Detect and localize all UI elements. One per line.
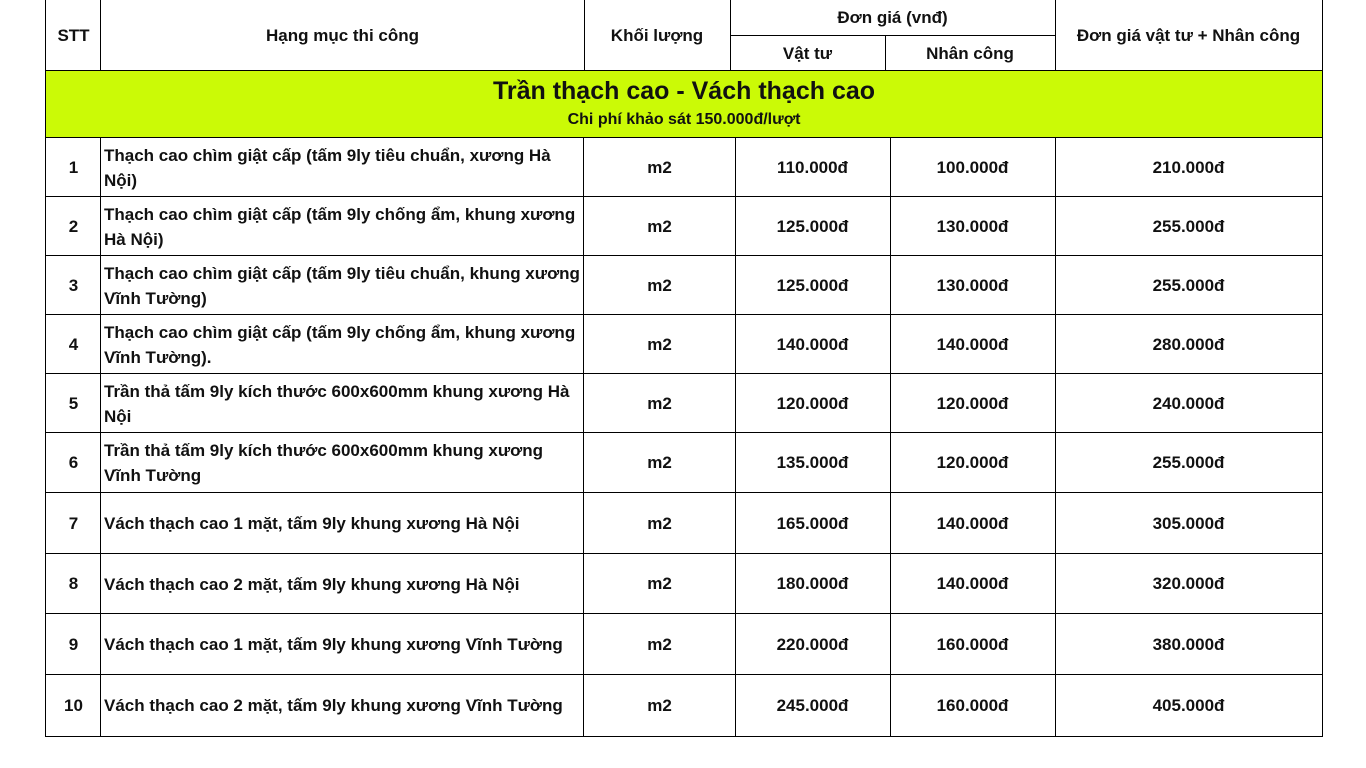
cell-labor: 140.000đ — [936, 513, 1009, 533]
header-stt: STT — [57, 25, 90, 45]
column-divider — [735, 554, 736, 614]
cell-material: 125.000đ — [776, 275, 849, 295]
cell-material: 120.000đ — [776, 393, 849, 413]
column-divider — [1055, 493, 1056, 554]
column-divider — [1055, 197, 1056, 256]
cell-name: Thạch cao chìm giật cấp (tấm 9ly chống ẩm, khung xương Hà Nội) — [104, 204, 576, 249]
cell-material: 140.000đ — [776, 334, 849, 354]
column-divider — [890, 197, 891, 256]
cell-total: 380.000đ — [1152, 634, 1225, 654]
price-table — [45, 0, 1323, 737]
cell-labor: 120.000đ — [936, 393, 1009, 413]
header-labor: Nhân công — [926, 43, 1014, 63]
cell-labor: 140.000đ — [936, 334, 1009, 354]
cell-name: Trần thả tấm 9ly kích thước 600x600mm khung xương Hà Nội — [104, 381, 570, 426]
header-total: Đơn giá vật tư + Nhân công — [1076, 25, 1301, 45]
column-divider — [890, 554, 891, 614]
column-divider — [100, 256, 101, 315]
cell-stt: 3 — [68, 275, 79, 295]
header-quantity: Khối lượng — [610, 25, 704, 45]
cell-material: 180.000đ — [776, 574, 849, 593]
column-divider — [890, 433, 891, 493]
column-divider — [100, 197, 101, 256]
column-divider — [583, 433, 584, 493]
column-divider — [735, 315, 736, 374]
cell-stt: 6 — [68, 453, 79, 472]
column-divider — [890, 374, 891, 433]
cell-stt: 1 — [68, 157, 79, 177]
header-divider — [1055, 0, 1056, 71]
column-divider — [890, 675, 891, 736]
header-divider — [730, 0, 731, 71]
cell-total: 405.000đ — [1152, 695, 1225, 715]
column-divider — [1055, 315, 1056, 374]
column-divider — [583, 554, 584, 614]
header-divider — [584, 0, 585, 71]
cell-material: 110.000đ — [777, 157, 848, 177]
column-divider — [1055, 433, 1056, 493]
cell-total: 280.000đ — [1152, 334, 1225, 354]
section-title: Trần thạch cao - Vách thạch cao — [492, 77, 876, 105]
header-item: Hạng mục thi công — [266, 25, 419, 45]
column-divider — [583, 256, 584, 315]
column-divider — [583, 197, 584, 256]
cell-total: 255.000đ — [1152, 453, 1225, 472]
column-divider — [735, 614, 736, 675]
cell-material: 125.000đ — [776, 216, 849, 236]
header-split-line — [730, 35, 1055, 36]
column-divider — [890, 315, 891, 374]
cell-stt: 7 — [68, 513, 79, 533]
cell-name: Thạch cao chìm giật cấp (tấm 9ly chống ẩm, khung xương Vĩnh Tường). — [104, 322, 576, 367]
column-divider — [100, 374, 101, 433]
section-subtitle: Chi phí khảo sát 150.000đ/lượt — [567, 111, 801, 128]
cell-material: 165.000đ — [776, 513, 849, 533]
column-divider — [1055, 256, 1056, 315]
cell-name: Trần thả tấm 9ly kích thước 600x600mm khung xương Vĩnh Tường — [104, 441, 543, 485]
cell-unit: m2 — [647, 275, 672, 295]
column-divider — [1055, 675, 1056, 736]
column-divider — [583, 374, 584, 433]
column-divider — [100, 675, 101, 736]
column-divider — [583, 493, 584, 554]
column-divider — [100, 433, 101, 493]
header-divider — [100, 0, 101, 71]
column-divider — [890, 614, 891, 675]
column-divider — [583, 614, 584, 675]
cell-labor: 160.000đ — [936, 695, 1009, 715]
cell-stt: 4 — [68, 334, 79, 354]
cell-unit: m2 — [647, 157, 672, 177]
cell-labor: 130.000đ — [936, 275, 1009, 295]
column-divider — [735, 138, 736, 197]
cell-unit: m2 — [647, 634, 672, 654]
cell-material: 135.000đ — [776, 453, 849, 472]
cell-name: Vách thạch cao 1 mặt, tấm 9ly khung xương Vĩnh Tường — [104, 635, 563, 654]
column-divider — [1055, 138, 1056, 197]
column-divider — [583, 315, 584, 374]
cell-unit: m2 — [647, 334, 672, 354]
column-divider — [100, 554, 101, 614]
column-divider — [735, 256, 736, 315]
column-divider — [100, 315, 101, 374]
cell-labor: 140.000đ — [936, 574, 1009, 593]
cell-labor: 130.000đ — [936, 216, 1009, 236]
column-divider — [735, 197, 736, 256]
cell-unit: m2 — [647, 574, 672, 593]
cell-unit: m2 — [647, 216, 672, 236]
column-divider — [1055, 554, 1056, 614]
cell-labor: 160.000đ — [936, 634, 1009, 654]
column-divider — [583, 138, 584, 197]
column-divider — [890, 138, 891, 197]
cell-unit: m2 — [647, 695, 672, 715]
column-divider — [100, 138, 101, 197]
cell-name: Thạch cao chìm giật cấp (tấm 9ly tiêu chuẩn, xương Hà Nội) — [104, 145, 551, 190]
cell-name: Vách thạch cao 1 mặt, tấm 9ly khung xương Hà Nội — [104, 514, 520, 533]
cell-unit: m2 — [647, 513, 672, 533]
column-divider — [583, 675, 584, 736]
cell-stt: 10 — [64, 695, 83, 715]
cell-name: Thạch cao chìm giật cấp (tấm 9ly tiêu chuẩn, khung xương Vĩnh Tường) — [104, 263, 580, 308]
header-unit-price: Đơn giá (vnđ) — [837, 8, 948, 27]
cell-stt: 2 — [68, 216, 79, 236]
column-divider — [735, 493, 736, 554]
cell-unit: m2 — [647, 393, 672, 413]
cell-material: 220.000đ — [776, 634, 849, 654]
cell-unit: m2 — [647, 453, 672, 472]
column-divider — [735, 433, 736, 493]
column-divider — [1055, 374, 1056, 433]
cell-name: Vách thạch cao 2 mặt, tấm 9ly khung xương Vĩnh Tường — [104, 696, 563, 715]
column-divider — [100, 493, 101, 554]
cell-stt: 5 — [68, 393, 79, 413]
column-divider — [890, 256, 891, 315]
cell-total: 240.000đ — [1152, 393, 1225, 413]
column-divider — [100, 614, 101, 675]
column-divider — [1055, 614, 1056, 675]
cell-labor: 120.000đ — [936, 453, 1009, 472]
column-divider — [890, 493, 891, 554]
column-divider — [735, 675, 736, 736]
cell-total: 255.000đ — [1152, 216, 1225, 236]
column-divider — [735, 374, 736, 433]
cell-total: 255.000đ — [1152, 275, 1225, 295]
cell-material: 245.000đ — [776, 695, 849, 715]
cell-total: 305.000đ — [1152, 513, 1225, 533]
header-material: Vật tư — [782, 43, 833, 63]
header-divider — [885, 36, 886, 71]
cell-total: 320.000đ — [1152, 574, 1225, 593]
cell-name: Vách thạch cao 2 mặt, tấm 9ly khung xương Hà Nội — [104, 574, 520, 594]
cell-labor: 100.000đ — [936, 157, 1009, 177]
cell-stt: 9 — [68, 634, 79, 654]
cell-total: 210.000đ — [1152, 157, 1225, 177]
cell-stt: 8 — [68, 574, 79, 593]
